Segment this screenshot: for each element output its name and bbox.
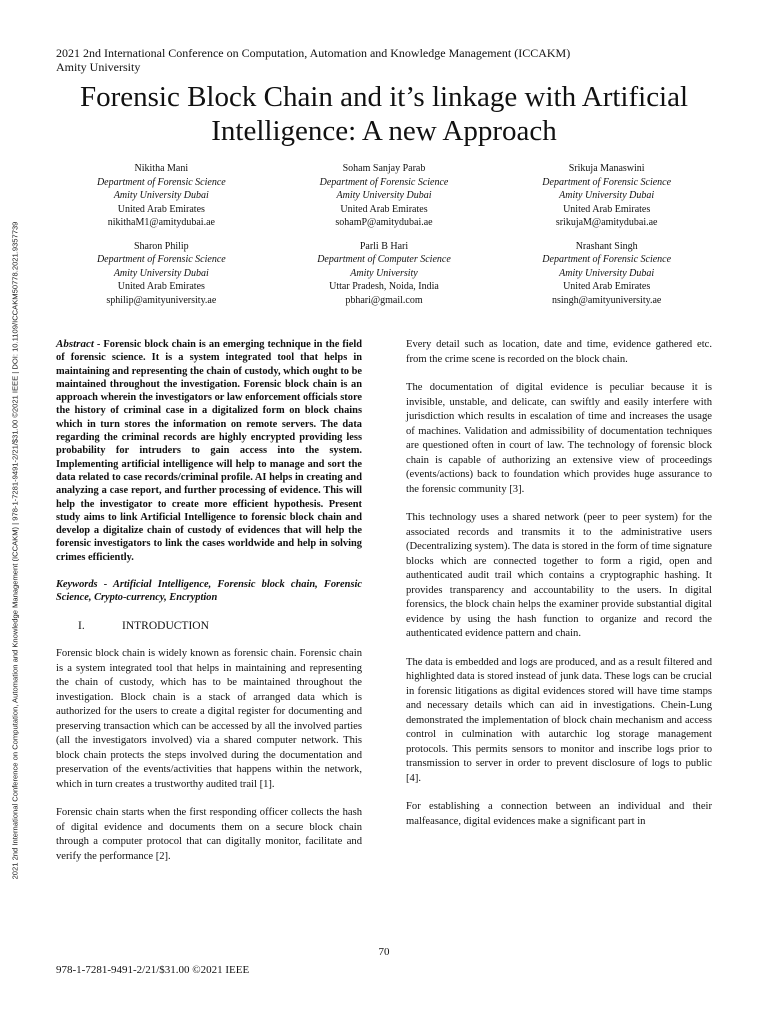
author-university: Amity University Dubai [559, 190, 655, 201]
body-paragraph: Forensic chain starts when the first responding officer collects the hash of digital evidence and documents them on a secure block chain through a computer protocol that can digitally monitor, facilitate and verify the performance [2]. [56, 807, 362, 862]
author-card [50, 240, 273, 308]
author-email: sphilip@amityuniversity.ae [106, 294, 217, 306]
author-country: United Arab Emirates [117, 203, 205, 215]
body-paragraph: The documentation of digital evidence is peculiar because it is invisible, unstable, and delicate, can swiftly and easily interfere with jurisdiction which results in escalation of time and increases the usage of machines. Validation and admissibility of documentation techniques are questioned often in court of law. The technology of forensic block chain is capable of authorizing an extensive view of proceedings (events/actions) back to foundation which provides huge assurance to the forensic community [3]. [406, 382, 712, 495]
body-paragraph: This technology uses a shared network (peer to peer system) for the associated records and transmits it to the administrative users (Decentralizing system). The data is stored in the form of time signature blocks which are connected together to form a rigid, open and authenticated audit trail which contains a cryptographic hashing. It provides transparency and accountability to the users. In digital forensics, the block chain helps the examiner provide substantial digital evidence by using the hash function to organize and record the authenticated evidence pattern and chain. [406, 512, 712, 639]
conference-name: 2021 2nd International Conference on Computation, Automation and Knowledge Management (ICCAKM) [56, 46, 571, 60]
author-card [273, 162, 496, 230]
author-country: United Arab Emirates [117, 281, 205, 292]
author-card [273, 240, 496, 308]
author-department: Department of Forensic Science [542, 176, 672, 188]
author-email: sohamP@amitydubai.ae [335, 217, 433, 228]
author-department: Department of Computer Science [317, 254, 451, 265]
side-metadata-text: 2021 2nd International Conference on Computation, Automation and Knowledge Management (ICCAKM) | 978-1-7281-9491-2/21/$31.00 ©2021 IEEE | DOI: 10.1109/ICCAKM50778.2021.9357739 [10, 221, 20, 879]
author-country: Uttar Pradesh, Noida, India [329, 281, 439, 292]
author-university: Amity University Dubai [113, 267, 209, 279]
author-country: United Arab Emirates [340, 203, 428, 215]
abstract [56, 338, 362, 564]
author-country: United Arab Emirates [563, 203, 651, 215]
section-heading [78, 619, 362, 634]
page-number: 70 [378, 946, 390, 958]
section-number: I. [78, 619, 85, 632]
section-title: INTRODUCTION [122, 619, 209, 632]
author-department: Department of Forensic Science [96, 254, 226, 265]
body-paragraph: Forensic block chain is widely known as forensic chain. Forensic chain is a system integrated tool that helps in maintaining and representing the chain of custody, which has to be maintained throughout the investigation. Block chain is a stack of arranged data which is authorized for the users to create a digital register for documenting and preserving transaction which can be accessed by all the involved parties (all the investigators involved) via a shared computer network. This block chain protects the steps involved during the documentation and preservation of the events/activities that happens within the network, which in turn creates a trustworthy audited trail [1]. [56, 648, 362, 790]
side-metadata-strip [6, 120, 24, 980]
author-block [50, 162, 718, 307]
keywords: Keywords - Artificial Intelligence, Forensic block chain, Forensic Science, Crypto-currency, Encryption [56, 579, 362, 604]
author-university: Amity University [350, 267, 418, 279]
paper-title: Forensic Block Chain and it’s linkage with Artificial Intelligence: A new Approach [79, 81, 689, 147]
author-department: Department of Forensic Science [542, 254, 672, 265]
author-university: Amity University Dubai [336, 190, 432, 201]
author-department: Department of Forensic Science [319, 176, 449, 188]
author-name: Parli B Hari [359, 240, 409, 252]
conference-header [56, 46, 716, 74]
author-card [495, 162, 718, 230]
author-email: pbhari@gmail.com [345, 294, 423, 306]
author-name: Soham Sanjay Parab [342, 163, 426, 174]
author-email: nsingh@amityuniversity.ae [551, 294, 662, 306]
author-email: nikithaM1@amitydubai.ae [107, 217, 215, 228]
author-name: Sharon Philip [133, 240, 189, 252]
abstract-lead: Abstract [56, 338, 94, 350]
abstract-text: - Forensic block chain is an emerging technique in the field of forensic science. It is a system integrated tool that helps in maintaining and representing the chain of custody, which ought to be maintained throughout the investigation. Forensic block chain is an approach wherein the investigators or law enforcement officials store the history of criminal case in a digitalized form on block chains which in turn stores the information on remote servers. The data regarding the criminal records are highly encrypted providing less probability for intruders to gain access into the system. Implementing artificial intelligence will help to manage and sort the data related to case records/criminal profile. AI helps in creating and analyzing a case report, and further processing of evidence. This will help the investigator to create more efficient hypothesis. Present study aims to link Artificial Intelligence to forensic block chain and develop a digitalize chain of custody of evidences that will help the forensic investigators to link the cases worldwide and help in solving crimes efficiently. [56, 339, 362, 563]
author-department: Department of Forensic Science [96, 176, 226, 188]
body-paragraph: Every detail such as location, date and time, evidence gathered etc. from the crime scene is recorded on the block chain. [406, 339, 712, 365]
author-email: srikujaM@amitydubai.ae [555, 217, 658, 228]
body-paragraph: For establishing a connection between an individual and their malfeasance, digital evidences make a significant part in [406, 801, 712, 827]
copyright-footer: 978-1-7281-9491-2/21/$31.00 ©2021 IEEE [56, 964, 250, 976]
author-university: Amity University Dubai [559, 267, 655, 279]
author-name: Srikuja Manaswini [568, 163, 645, 174]
author-card [495, 240, 718, 308]
right-column [406, 338, 712, 843]
author-card [50, 162, 273, 230]
author-country: United Arab Emirates [563, 281, 651, 292]
author-name: Nikitha Mani [134, 163, 189, 174]
left-column [56, 338, 362, 878]
body-paragraph: The data is embedded and logs are produced, and as a result filtered and highlighted data is stored instead of junk data. These logs can be crucial in forensic litigations as digital evidences stored will have time stamps and necessary details which can aid in investigations. Chein-Lung demonstrated the implementation of block chain mechanism and access control in culmination with autarchic log storage management protocols. This permits sensors to monitor and inscribe logs prior to transmission to server in order to prevent disclosure of logs to public [4]. [406, 656, 712, 784]
author-university: Amity University Dubai [113, 190, 209, 201]
conference-venue: Amity University [56, 60, 141, 74]
author-name: Nrashant Singh [575, 240, 638, 252]
